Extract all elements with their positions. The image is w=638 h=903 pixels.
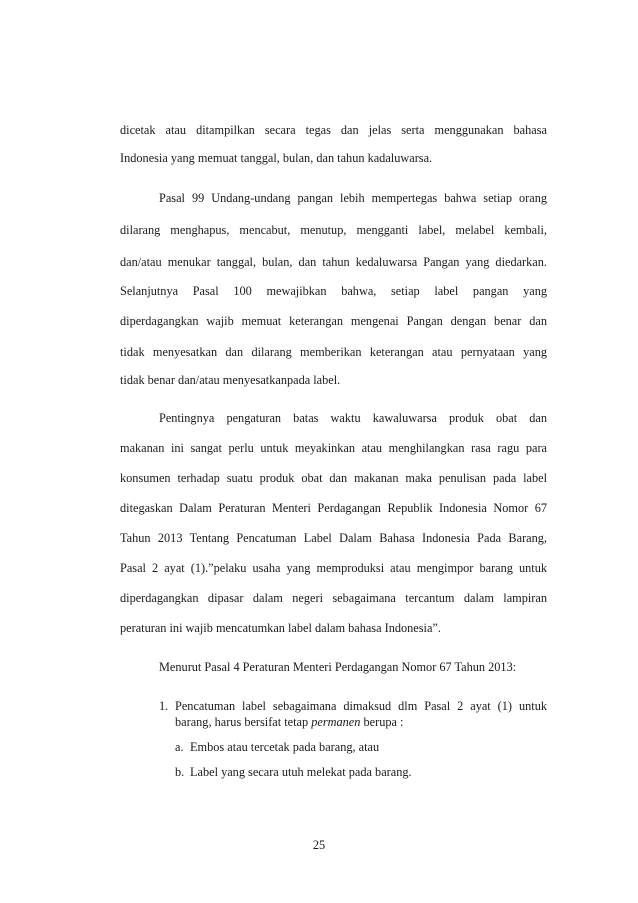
paragraph-2-line-5: diperdagangkan wajib memuat keterangan mengenai Pangan dengan benar dan [120,314,547,328]
paragraph-2-line-7: tidak benar dan/atau menyesatkanpada label. [120,373,341,387]
list-item-1-line-2-end: berupa : [360,715,404,729]
paragraph-2-line-1: Pasal 99 Undang-undang pangan lebih mempertegas bahwa setiap orang [159,191,547,205]
paragraph-3-line-3: konsumen terhadap suatu produk obat dan makanan maka penulisan pada label [120,471,547,485]
list-item-1-italic-term: permanen [311,715,361,729]
sub-item-a-text: Embos atau tercetak pada barang, atau [190,740,380,754]
list-item-1-number: 1. [159,699,169,713]
list-item-1-line-1: Pencatuman label sebagaimana dimaksud dlm Pasal 2 ayat (1) untuk [175,699,547,713]
paragraph-1-line-1: dicetak atau ditampilkan secara tegas dan jelas serta menggunakan bahasa [120,123,547,137]
list-item-1-line-2 [175,714,547,730]
paragraph-1-line-2: Indonesia yang memuat tanggal, bulan, dan tahun kadaluwarsa. [120,151,433,165]
paragraph-2-line-4: Selanjutnya Pasal 100 mewajibkan bahwa, setiap label pangan yang [120,284,547,298]
paragraph-3-line-7: diperdagangkan dipasar dalam negeri sebagaimana tercantum dalam lampiran [120,591,547,605]
page-number: 25 [312,838,326,852]
paragraph-4: Menurut Pasal 4 Peraturan Menteri Perdagangan Nomor 67 Tahun 2013: [159,660,517,674]
sub-item-a-letter: a. [175,740,184,754]
paragraph-2-line-3: dan/atau menukar tanggal, bulan, dan tahun kedaluwarsa Pangan yang diedarkan. [120,255,547,269]
paragraph-3-line-6: Pasal 2 ayat (1).”pelaku usaha yang memproduksi atau mengimpor barang untuk [120,561,547,575]
paragraph-3-line-4: ditegaskan Dalam Peraturan Menteri Perdagangan Republik Indonesia Nomor 67 [120,501,547,515]
paragraph-3-line-5: Tahun 2013 Tentang Pencatuman Label Dalam Bahasa Indonesia Pada Barang, [120,531,547,545]
paragraph-3-line-1: Pentingnya pengaturan batas waktu kawaluwarsa produk obat dan [159,411,547,425]
paragraph-2-line-6: tidak menyesatkan dan dilarang memberikan keterangan atau pernyataan yang [120,345,547,359]
list-item-1-line-2-text: barang, harus bersifat tetap [175,715,312,729]
sub-item-b-letter: b. [175,765,185,779]
paragraph-3-line-2: makanan ini sangat perlu untuk meyakinkan atau menghilangkan rasa ragu para [120,441,547,455]
sub-item-b-text: Label yang secara utuh melekat pada barang. [190,765,412,779]
paragraph-2-line-2: dilarang menghapus, mencabut, menutup, mengganti label, melabel kembali, [120,223,547,237]
paragraph-3-line-8: peraturan ini wajib mencatumkan label dalam bahasa Indonesia”. [120,621,441,635]
